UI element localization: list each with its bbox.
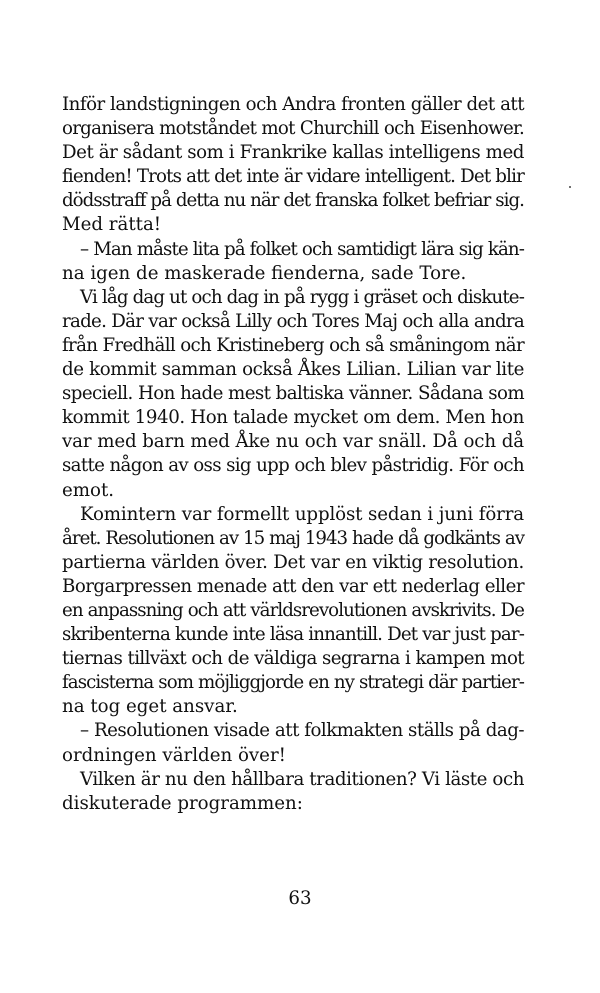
page-number: 63: [288, 888, 312, 909]
text-line: – Resolutionen visade att folkmakten ställs på dag-: [80, 720, 524, 742]
text-line: na igen de maskerade fienderna, sade Tore.: [62, 262, 467, 284]
text-line: Komintern var formellt upplöst sedan i juni förra: [80, 503, 524, 525]
text-line: en anpassning och att världsrevolutionen avskrivits. De: [62, 599, 524, 621]
text-line: speciell. Hon hade mest baltiska vänner. Sådana som: [62, 383, 524, 405]
text-line: rade. Där var också Lilly och Tores Maj och alla andra: [62, 310, 524, 332]
text-line: – Man måste lita på folket och samtidigt lära sig kän-: [80, 238, 524, 260]
text-line: Borgarpressen menade att den var ett nederlag eller: [62, 575, 524, 597]
text-line: na tog eget ansvar.: [62, 696, 238, 718]
text-line: emot.: [62, 479, 115, 501]
text-line: Inför landstigningen och Andra fronten gäller det att: [62, 94, 524, 115]
text-line: ordningen världen över!: [62, 744, 286, 766]
text-line: Vi låg dag ut och dag in på rygg i gräset och diskute-: [80, 286, 524, 308]
text-line: skribenterna kunde inte läsa innantill. Det var just par-: [62, 624, 524, 646]
text-line: kommit 1940. Hon talade mycket om dem. Men hon: [62, 407, 524, 429]
text-line: Det är sådant som i Frankrike kallas intelligens med: [62, 142, 524, 164]
text-line: organisera motståndet mot Churchill och Eisenhower.: [62, 118, 524, 140]
text-line: dödsstraff på detta nu när det franska folket befriar sig.: [62, 190, 524, 212]
text-line: diskuterade programmen:: [62, 792, 303, 814]
scan-speck: [569, 186, 571, 188]
text-line: de kommit samman också Åkes Lilian. Lilian var lite: [62, 359, 524, 381]
text-line: Med rätta!: [62, 214, 162, 236]
text-line: Vilken är nu den hållbara traditionen? Vi läste och: [80, 768, 524, 790]
text-line: var med barn med Åke nu och var snäll. Då och då: [62, 431, 524, 453]
text-line: satte någon av oss sig upp och blev påstridig. För och: [62, 455, 524, 477]
text-line: året. Resolutionen av 15 maj 1943 hade då godkänts av: [62, 527, 524, 549]
text-line: partierna världen över. Det var en viktig resolution.: [62, 551, 524, 573]
text-line: tiernas tillväxt och de väldiga segrarna i kampen mot: [62, 648, 524, 670]
body-text: [62, 93, 524, 816]
text-line: fienden! Trots att det inte är vidare intelligent. Det blir: [62, 166, 524, 188]
text-line: från Fredhäll och Kristineberg och så småningom när: [62, 334, 524, 356]
text-line: fascisterna som möjliggjorde en ny strategi där partier-: [62, 672, 524, 694]
